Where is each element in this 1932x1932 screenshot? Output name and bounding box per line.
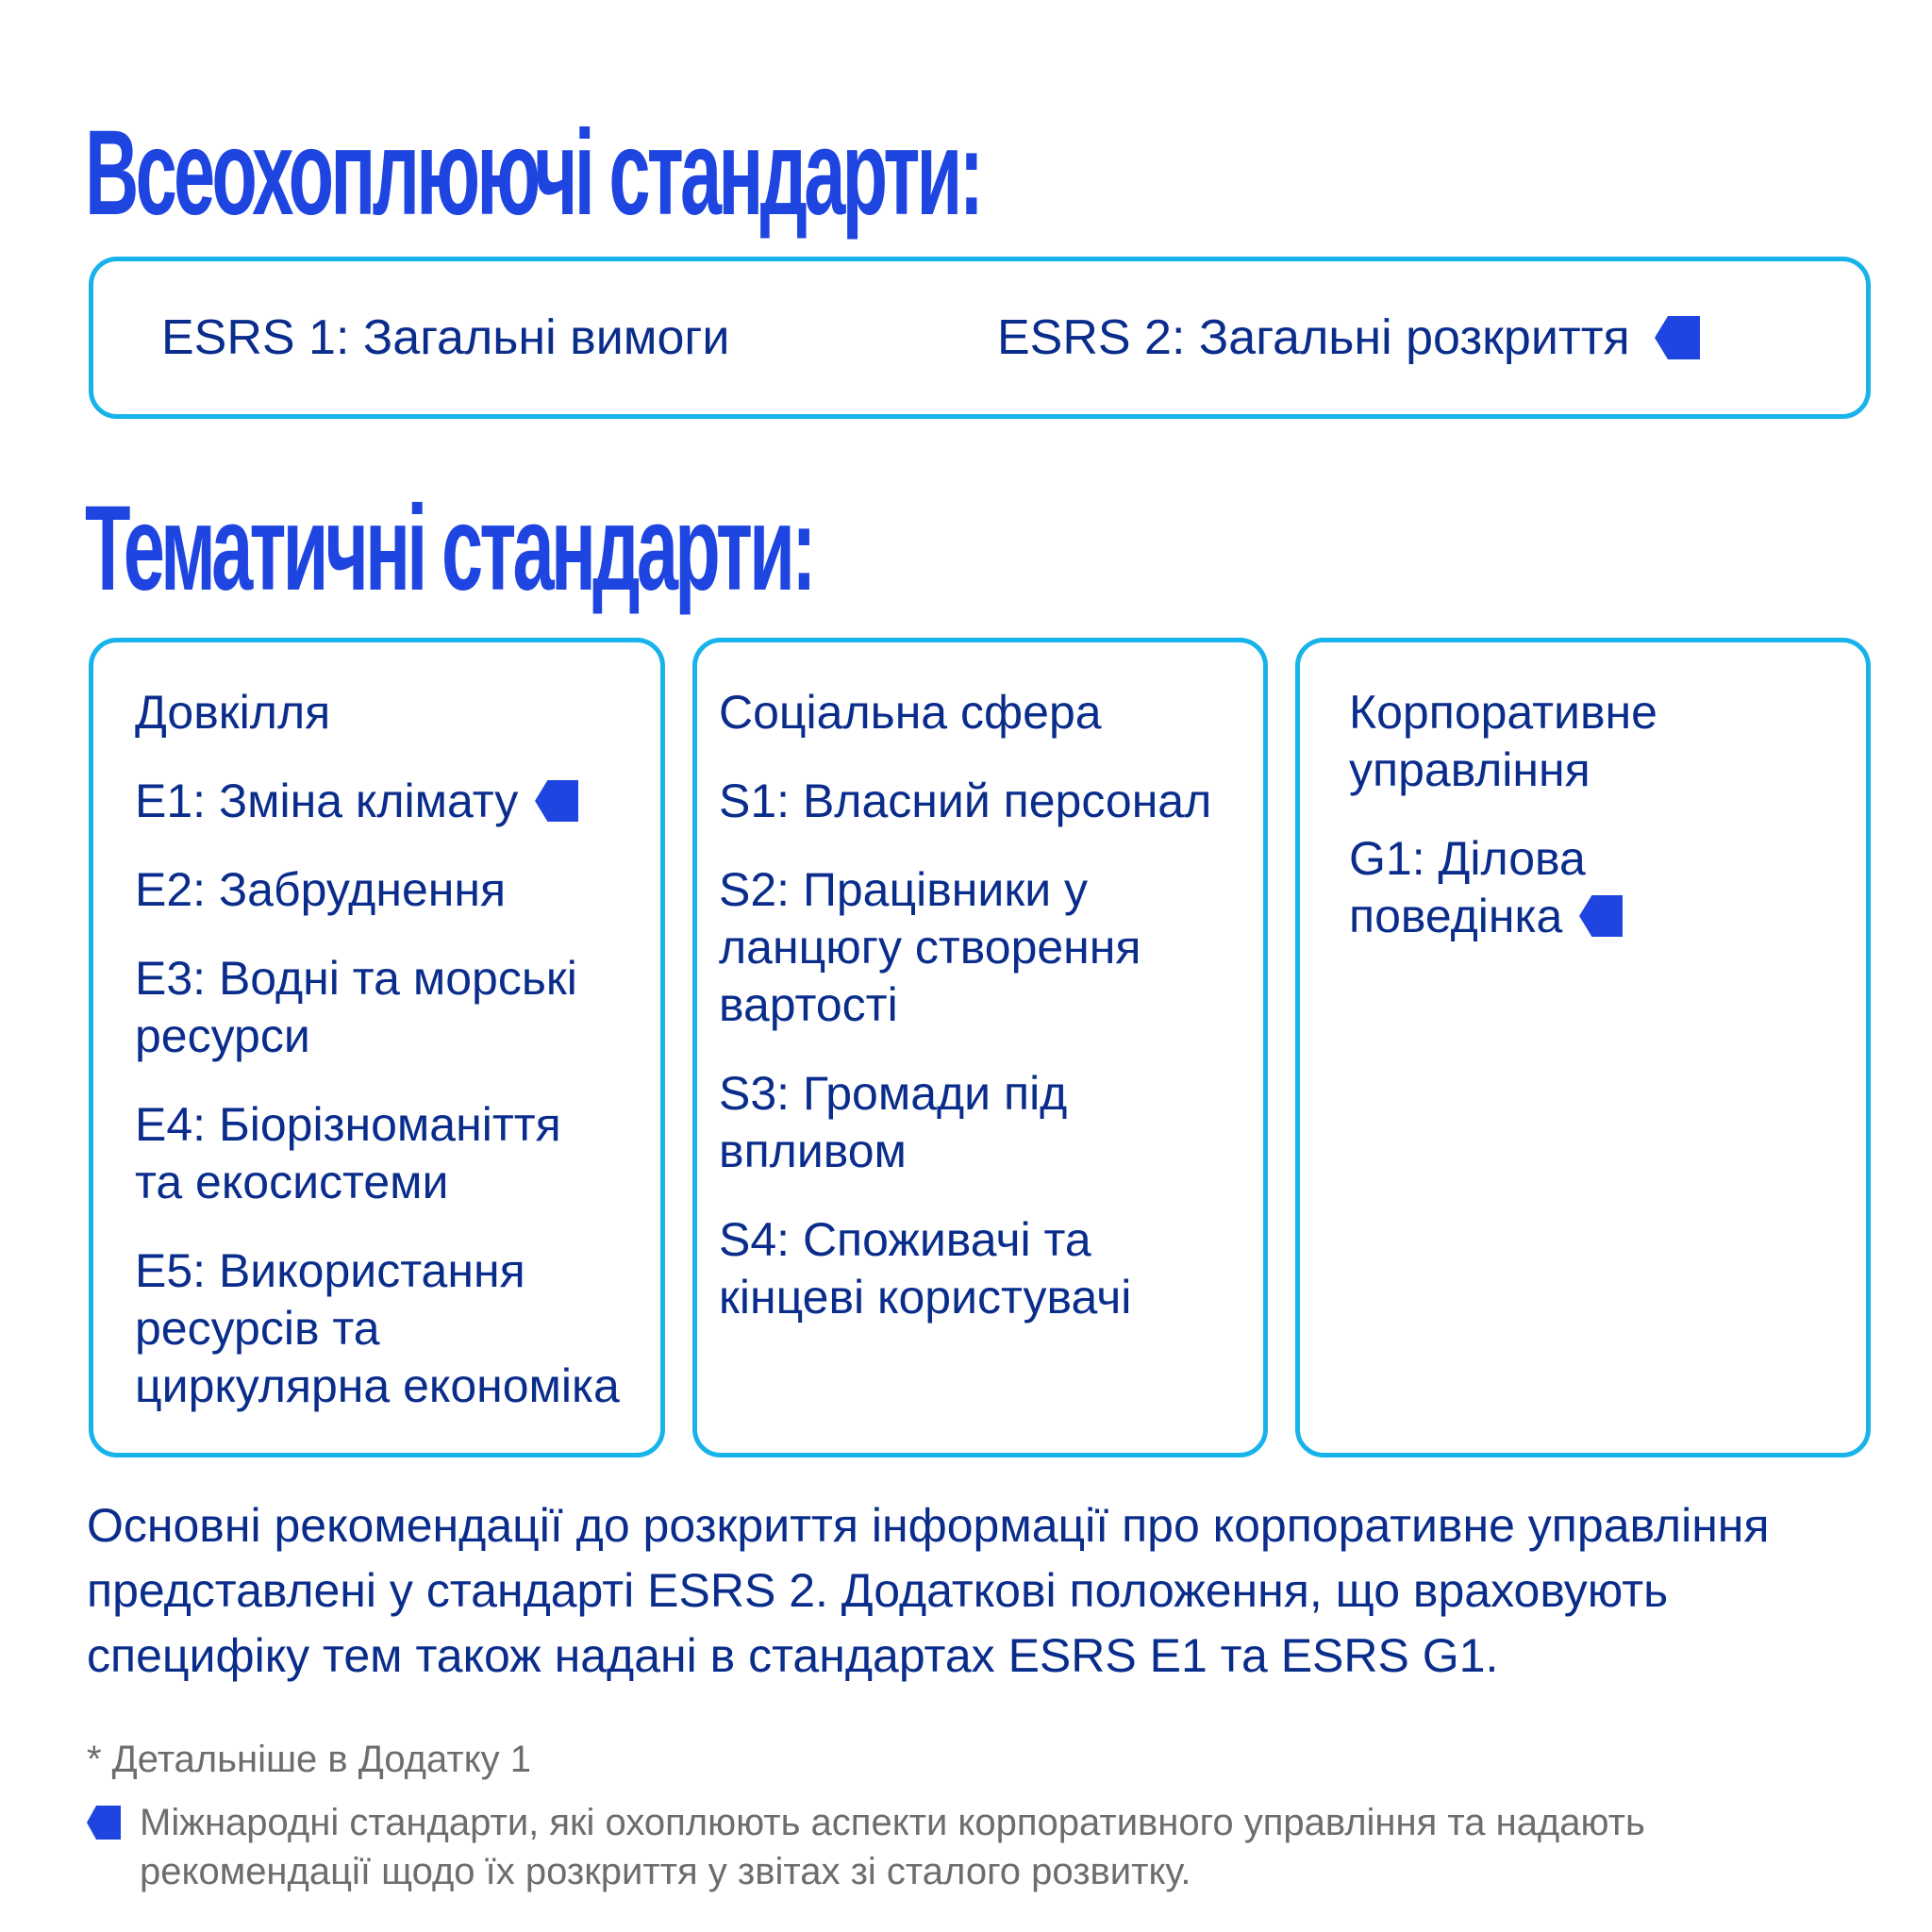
social-column <box>692 638 1268 1457</box>
governance-column <box>1295 638 1871 1457</box>
legend <box>87 1798 1860 1896</box>
legend-text: Міжнародні стандарти, які охоплюють аспекти корпоративного управління та надають рекомендації щодо їх розкриття у звітах зі сталого розвитку. <box>140 1802 1645 1892</box>
category-environment: Довкілля <box>135 686 331 739</box>
cross-cutting-title: Всеохоплюючі стандарти: <box>85 106 981 241</box>
list-item-e2: E2: Забруднення <box>135 863 507 916</box>
environment-column <box>89 638 665 1457</box>
esrs1-item <box>161 309 729 366</box>
list-item-g1 <box>1349 830 1660 945</box>
category-governance: Корпоративне управління <box>1349 686 1657 796</box>
esrs2-item <box>997 309 1700 366</box>
list-item-e3: E3: Водні та морські ресурси <box>135 952 577 1062</box>
governance-marker-icon <box>1655 316 1700 359</box>
cross-cutting-box <box>89 257 1871 419</box>
governance-marker-icon <box>535 780 578 822</box>
footnote: * Детальніше в Додатку 1 <box>87 1739 532 1780</box>
category-social: Соціальна сфера <box>719 686 1102 739</box>
list-item-s4: S4: Споживачі та кінцеві користувачі <box>719 1213 1132 1324</box>
esrs2-label: ESRS 2: Загальні розкриття <box>997 310 1630 365</box>
governance-marker-icon <box>1579 895 1623 937</box>
list-item-s3: S3: Громади під впливом <box>719 1067 1068 1177</box>
list-item-s2: S2: Працівники у ланцюгу створення вартості <box>719 863 1141 1031</box>
governance-marker-icon <box>87 1806 121 1840</box>
item-label: E1: Зміна клімату <box>135 774 519 827</box>
list-item-e5: E5: Використання ресурсів та циркулярна економіка <box>135 1244 620 1412</box>
item-label: G1: Ділова поведінка <box>1349 832 1586 942</box>
summary-paragraph: Основні рекомендації до розкриття інформації про корпоративне управління представлені у стандарті ESRS 2. Додаткові положення, що враховують специфіку тем також надані в стандартах ESRS E1 та ESRS G1. <box>87 1499 1770 1682</box>
esrs1-label: ESRS 1: Загальні вимоги <box>161 310 730 365</box>
list-item-e1 <box>135 773 641 830</box>
topical-title: Тематичні стандарти: <box>85 481 813 616</box>
list-item-e4: E4: Біорізноманіття та екосистеми <box>135 1098 561 1208</box>
list-item-s1: S1: Власний персонал <box>719 774 1212 827</box>
